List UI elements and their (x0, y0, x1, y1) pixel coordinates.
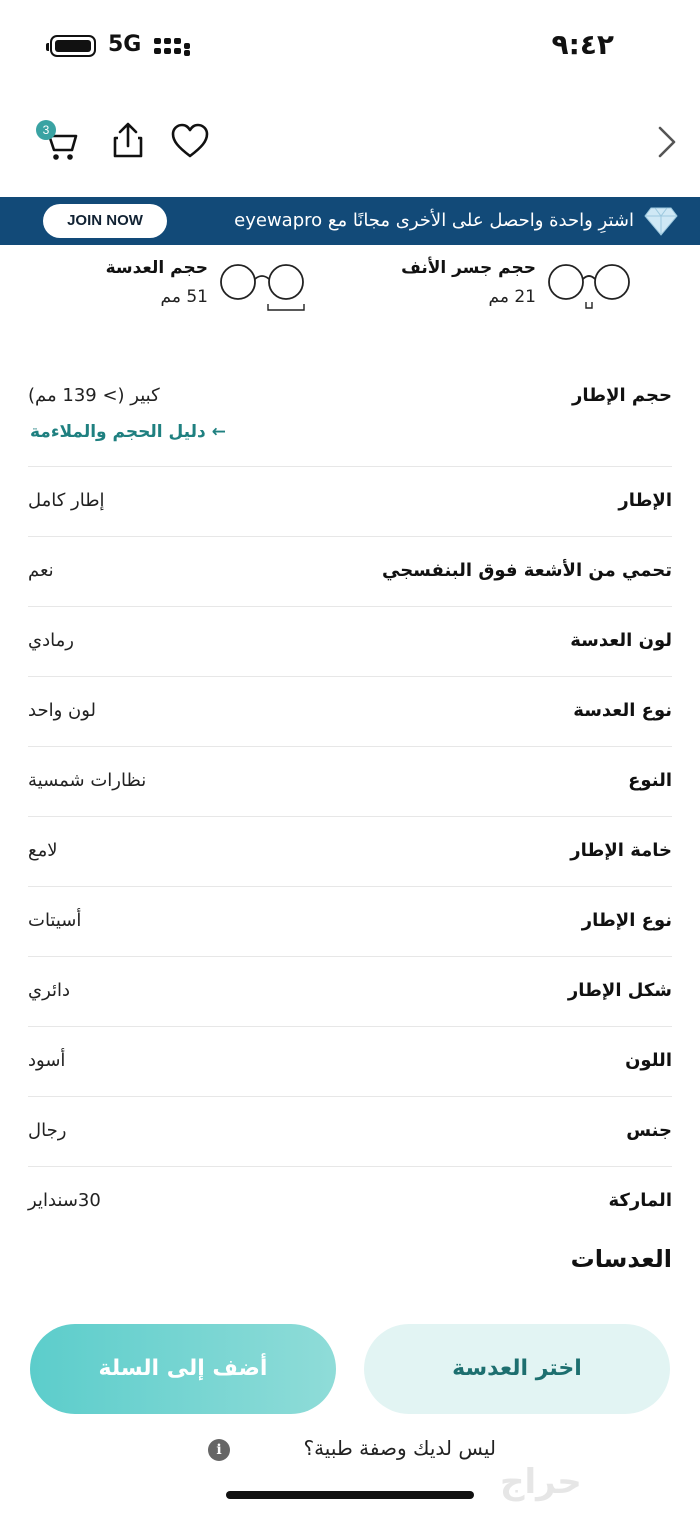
spec-value: رجال (28, 1120, 67, 1141)
spec-row (28, 1190, 672, 1220)
spec-row (28, 910, 672, 940)
divider (28, 816, 672, 817)
bridge-size-label: حجم جسر الأنف (401, 258, 536, 278)
home-indicator[interactable] (226, 1491, 474, 1499)
promo-banner[interactable] (0, 197, 700, 245)
lens-size-measure (46, 258, 376, 318)
spec-row (28, 490, 672, 520)
divider (28, 956, 672, 957)
spec-row (28, 840, 672, 870)
watermark: حراج (500, 1462, 582, 1502)
spec-value: نظارات شمسية (28, 770, 147, 791)
spec-label: شكل الإطار (567, 980, 672, 1001)
share-icon[interactable] (110, 120, 146, 160)
spec-label: تحمي من الأشعة فوق البنفسجي (381, 560, 672, 581)
spec-value: دائري (28, 980, 71, 1001)
spec-row (28, 560, 672, 590)
size-guide-label: دليل الحجم والملاءمة (30, 422, 206, 442)
divider (28, 676, 672, 677)
lenses-section-title: العدسات (570, 1245, 672, 1273)
spec-value: لون واحد (28, 700, 96, 721)
spec-row (28, 980, 672, 1010)
spec-label: الماركة (608, 1190, 672, 1211)
spec-label: النوع (628, 770, 672, 791)
network-label: 5G (108, 32, 142, 57)
join-now-button[interactable]: JOIN NOW (43, 204, 167, 238)
spec-value: رمادي (28, 630, 74, 651)
bridge-size-value: 21 مم (488, 287, 536, 307)
clock: ٩:٤٢ (551, 28, 614, 61)
spec-label: نوع العدسة (573, 700, 672, 721)
divider (28, 1096, 672, 1097)
frame-size-row (28, 385, 672, 415)
divider (28, 536, 672, 537)
spec-label: خامة الإطار (570, 840, 672, 861)
info-icon[interactable]: i (208, 1439, 230, 1461)
promo-text: اشترِ واحدة واحصل على الأخرى مجانًا مع eyewapro (234, 210, 634, 231)
spec-row (28, 1120, 672, 1150)
status-bar (0, 0, 700, 92)
spec-row (28, 700, 672, 730)
spec-value: لامع (28, 840, 58, 861)
arrow-left-icon: ← (211, 422, 226, 442)
frame-size-label: حجم الإطار (572, 385, 672, 406)
spec-value: أسود (28, 1050, 66, 1071)
divider (28, 886, 672, 887)
heart-icon[interactable] (170, 122, 210, 160)
divider (28, 746, 672, 747)
battery-icon (50, 35, 96, 57)
prescription-prompt[interactable]: ليس لديك وصفة طبية؟ (303, 1436, 496, 1460)
spec-value: نعم (28, 560, 54, 581)
bridge-size-measure (370, 258, 700, 318)
add-to-cart-button[interactable]: أضف إلى السلة (30, 1324, 336, 1414)
divider (28, 1166, 672, 1167)
spec-label: اللون (625, 1050, 672, 1071)
chevron-right-icon[interactable] (654, 124, 680, 160)
spec-value: إطار كامل (28, 490, 105, 511)
choose-lens-button[interactable]: اختر العدسة (364, 1324, 670, 1414)
frame-size-value: كبير (> 139 مم) (28, 385, 160, 406)
spec-value: أسيتات (28, 910, 82, 931)
spec-row (28, 630, 672, 660)
divider (28, 1026, 672, 1027)
lens-size-value: 51 مم (160, 287, 208, 307)
divider (28, 606, 672, 607)
glasses-bridge-icon (546, 262, 632, 316)
glasses-lens-icon (218, 262, 308, 316)
size-guide-link[interactable] (30, 422, 226, 442)
spec-row (28, 770, 672, 800)
cart-count-badge: 3 (36, 120, 56, 140)
spec-label: الإطار (618, 490, 672, 511)
diamond-icon (644, 205, 678, 237)
divider (28, 466, 672, 467)
signal-icon (152, 34, 192, 58)
spec-label: نوع الإطار (581, 910, 672, 931)
spec-label: جنس (626, 1120, 672, 1141)
spec-label: لون العدسة (570, 630, 672, 651)
spec-row (28, 1050, 672, 1080)
lens-size-label: حجم العدسة (105, 258, 208, 278)
spec-value: 30سنداير (28, 1190, 101, 1211)
